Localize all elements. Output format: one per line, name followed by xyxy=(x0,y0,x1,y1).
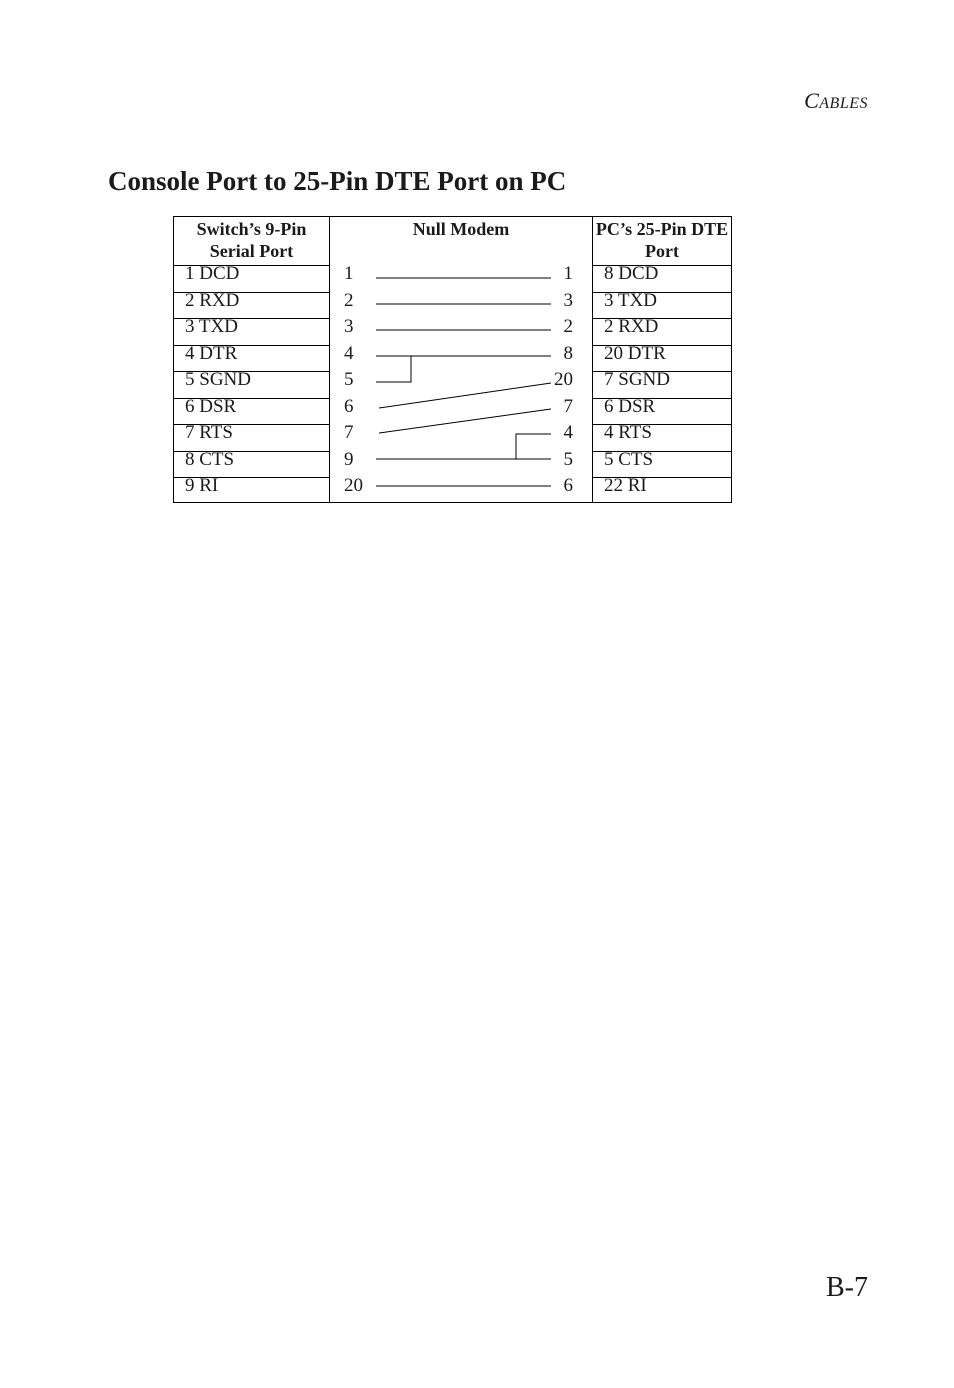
running-header xyxy=(804,88,868,114)
switch-pin-label: 4 DTR xyxy=(185,342,238,364)
null-modem-right-pin: 8 xyxy=(563,342,573,364)
null-modem-left-pin: 20 xyxy=(344,475,363,496)
wire-5-20 xyxy=(379,383,551,408)
switch-pin-label: 3 TXD xyxy=(185,316,238,337)
pc-pin-label: 20 DTR xyxy=(604,342,666,364)
running-header-rest: ABLES xyxy=(819,95,868,112)
null-modem-left-pin: 1 xyxy=(344,263,354,284)
running-header-initial: C xyxy=(804,88,820,113)
null-modem-left-pin: 4 xyxy=(344,342,354,364)
section-title: Console Port to 25-Pin DTE Port on PC xyxy=(108,166,567,196)
switch-pin-label: 5 SGND xyxy=(185,369,251,390)
wire-7-4-jumper xyxy=(516,434,551,459)
switch-pin-label: 6 DSR xyxy=(185,395,237,417)
null-modem-left-pin: 3 xyxy=(344,316,354,337)
null-modem-left-pin: 2 xyxy=(344,289,354,311)
pc-pin-label: 2 RXD xyxy=(604,316,659,337)
page-number: B-7 xyxy=(826,1272,868,1303)
pc-pin-label: 5 CTS xyxy=(604,448,654,470)
header-switch-port: Switch’s 9-Pin Serial Port xyxy=(196,219,307,261)
null-modem-left-pin: 6 xyxy=(344,395,354,417)
null-modem-right-pin: 6 xyxy=(563,475,573,496)
switch-pin-label: 8 CTS xyxy=(185,448,235,470)
null-modem-left-pin: 5 xyxy=(344,369,354,390)
null-modem-right-pin: 20 xyxy=(554,369,573,390)
switch-pin-label: 2 RXD xyxy=(185,289,240,311)
pc-pin-label: 6 DSR xyxy=(604,395,656,417)
null-modem-wiring xyxy=(330,265,592,503)
null-modem-right-pin: 7 xyxy=(563,395,573,417)
wire-6-7 xyxy=(379,409,551,433)
wire-5-jumper xyxy=(376,356,411,382)
pc-pin-label: 7 SGND xyxy=(604,369,670,390)
pc-pin-label: 22 RI xyxy=(604,475,647,496)
null-modem-right-pin: 5 xyxy=(563,448,573,470)
pc-pin-label: 3 TXD xyxy=(604,289,657,311)
switch-pin-label: 7 RTS xyxy=(185,422,233,443)
switch-pin-label: 1 DCD xyxy=(185,263,240,284)
header-null-modem: Null Modem xyxy=(412,219,510,239)
null-modem-right-pin: 4 xyxy=(563,422,573,443)
null-modem-right-pin: 3 xyxy=(563,289,573,311)
pc-pin-label: 8 DCD xyxy=(604,263,659,284)
null-modem-left-pin: 9 xyxy=(344,448,354,470)
null-modem-right-pin: 2 xyxy=(563,316,573,337)
null-modem-left-pin: 7 xyxy=(344,422,354,443)
pc-pin-label: 4 RTS xyxy=(604,422,652,443)
null-modem-right-pin: 1 xyxy=(563,263,573,284)
switch-pin-label: 9 RI xyxy=(185,475,219,496)
header-pc-port: PC’s 25-Pin DTE Port xyxy=(595,219,729,261)
